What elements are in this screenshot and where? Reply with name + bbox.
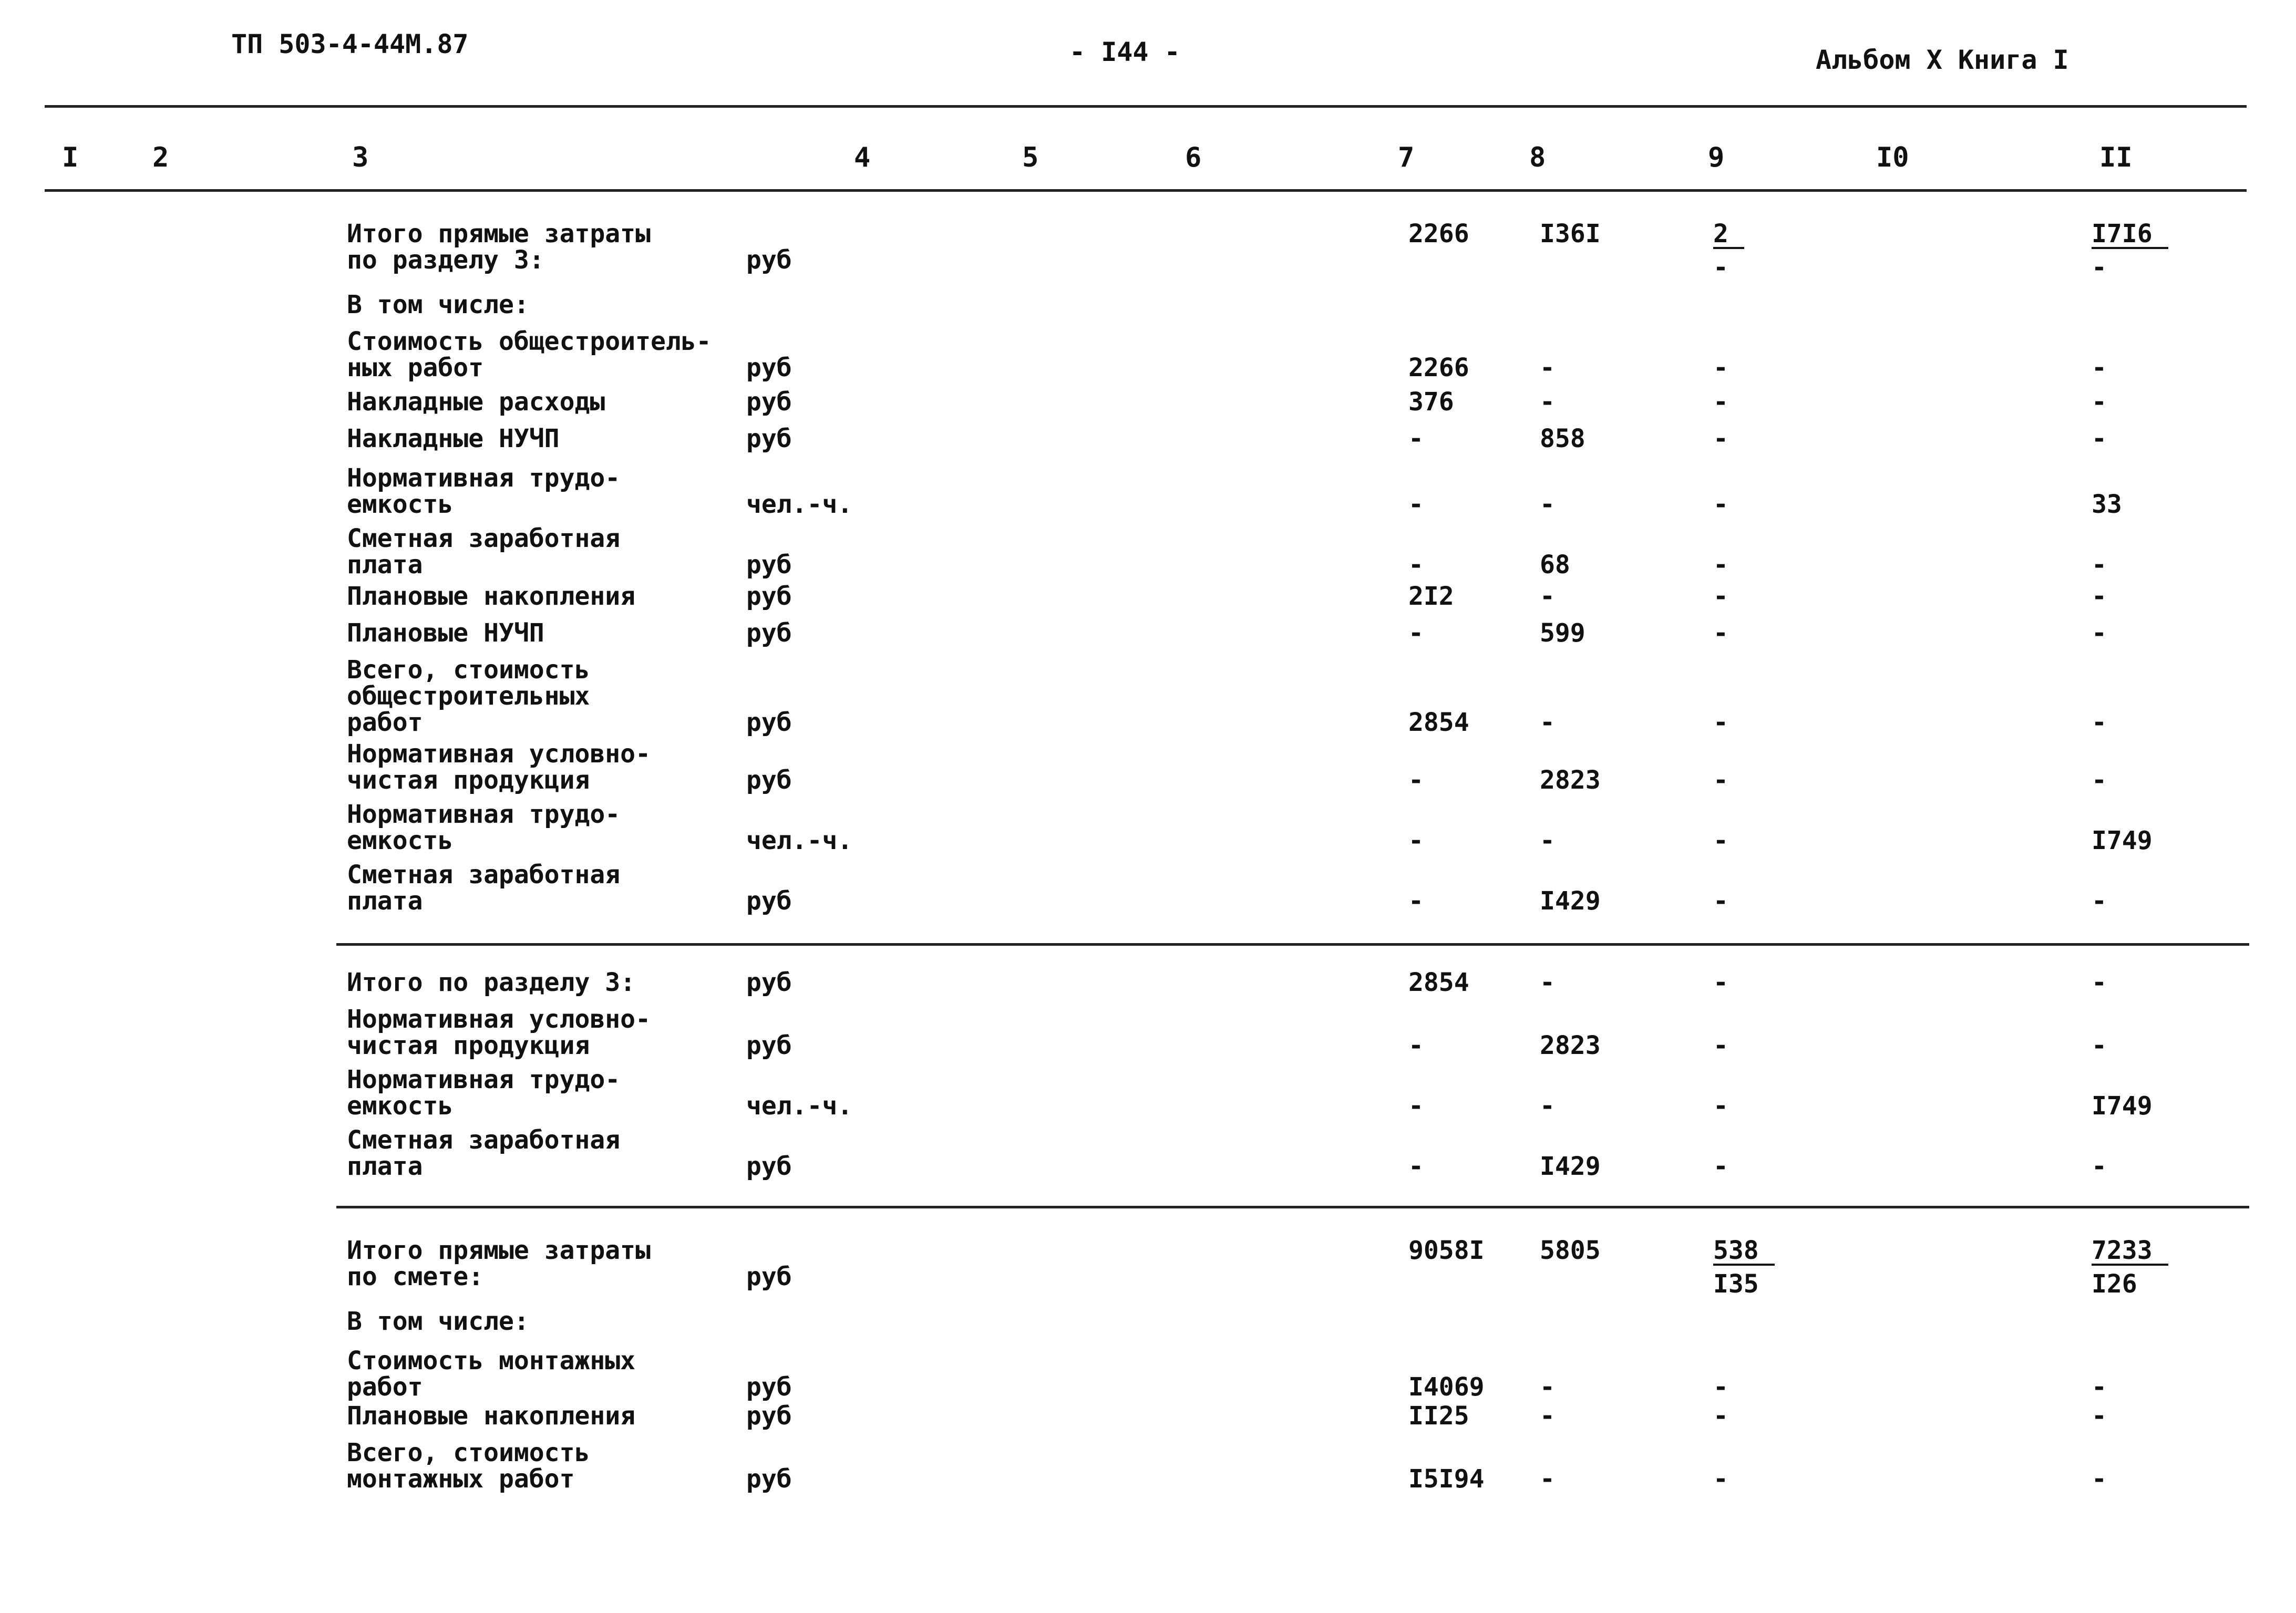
fraction-value (1713, 221, 1744, 281)
table-row (347, 657, 2249, 736)
cell-value: - (1713, 353, 1728, 382)
section-rule (336, 1206, 2249, 1208)
row-unit: руб (746, 1464, 792, 1494)
table-row (347, 465, 2249, 518)
fraction-numerator: 7233 (2092, 1237, 2168, 1266)
row-unit: руб (746, 387, 792, 417)
column-number: 4 (854, 142, 871, 173)
fraction-numerator: I7I6 (2092, 221, 2168, 249)
fraction-value (2092, 1237, 2168, 1297)
row-label (347, 862, 757, 914)
column-number: I (62, 142, 79, 173)
row-label-line: Плановые НУЧП (347, 618, 544, 648)
row-label-line: емкость (347, 1091, 454, 1121)
table-row (347, 969, 2249, 996)
row-unit: руб (746, 582, 792, 611)
row-label-line: емкость (347, 490, 454, 519)
row-label-line: Нормативная условно- (347, 1005, 651, 1034)
cell-value: I36I (1540, 219, 1601, 249)
fraction-denominator: I35 (1713, 1269, 1759, 1299)
row-label (347, 328, 757, 381)
table-row (347, 620, 2249, 646)
cell-value: - (2092, 1401, 2107, 1431)
page-number: - I44 - (1069, 37, 1180, 67)
row-unit: руб (746, 708, 792, 737)
row-unit: руб (746, 424, 792, 453)
cell-value: I749 (2092, 826, 2153, 855)
row-label (347, 1403, 757, 1429)
table-row (347, 1127, 2249, 1180)
row-label (347, 221, 757, 273)
cell-value: - (2092, 708, 2107, 737)
cell-value: - (2092, 766, 2107, 795)
cell-value: - (1713, 582, 1728, 611)
row-label-line: плата (347, 886, 423, 916)
section-rule (336, 943, 2249, 946)
cell-value: - (2092, 353, 2107, 382)
cell-value: - (1540, 582, 1555, 611)
top-rule (45, 105, 2247, 108)
row-label-line: Итого по разделу 3: (347, 968, 636, 997)
cell-value: 5805 (1540, 1236, 1601, 1265)
cell-value: - (1713, 550, 1728, 580)
cell-value: - (2092, 618, 2107, 648)
row-label (347, 1440, 757, 1492)
column-number: 9 (1708, 142, 1725, 173)
row-unit: руб (746, 353, 792, 382)
cell-value: - (1540, 708, 1555, 737)
cell-value: - (2092, 1464, 2107, 1494)
row-label (347, 525, 757, 578)
row-label-line: В том числе: (347, 1307, 529, 1336)
cell-value: - (1408, 826, 1424, 855)
fraction (1713, 221, 1744, 281)
column-number: 6 (1185, 142, 1202, 173)
fraction-denominator: - (2092, 253, 2107, 282)
table-row (347, 801, 2249, 854)
row-label-line: общестроительных (347, 681, 590, 711)
cell-value: - (1540, 353, 1555, 382)
row-unit: руб (746, 618, 792, 648)
doc-code: ТП 503-4-44М.87 (231, 29, 469, 59)
row-label-line: Сметная заработная (347, 860, 621, 890)
row-unit: чел.-ч. (746, 826, 853, 855)
cell-value: - (1408, 886, 1424, 916)
column-number: I0 (1876, 142, 1909, 173)
cell-value: - (1408, 1152, 1424, 1181)
column-number: 7 (1398, 142, 1415, 173)
cell-value: - (1713, 1031, 1728, 1060)
cell-value: I429 (1540, 1152, 1601, 1181)
cell-value: 68 (1540, 550, 1570, 580)
cell-value: - (1540, 1401, 1555, 1431)
cell-value: - (1713, 886, 1728, 916)
row-label-line: Всего, стоимость (347, 655, 590, 685)
cell-value: I4069 (1408, 1372, 1485, 1402)
cell-value: 599 (1540, 618, 1585, 648)
cell-value: - (1540, 490, 1555, 519)
row-unit: чел.-ч. (746, 490, 853, 519)
cell-value: 2823 (1540, 766, 1601, 795)
column-number: II (2099, 142, 2133, 173)
column-number: 5 (1022, 142, 1039, 173)
fraction (2092, 221, 2168, 281)
row-label (347, 969, 757, 996)
cell-value: 2823 (1540, 1031, 1601, 1060)
cell-value: - (2092, 968, 2107, 997)
cell-value: - (1713, 387, 1728, 417)
row-unit: руб (746, 1262, 792, 1291)
row-label-line: работ (347, 708, 423, 737)
cell-value: 2854 (1408, 708, 1469, 737)
column-header-rule (45, 189, 2247, 192)
table-row (347, 1308, 2249, 1335)
fraction-denominator: I26 (2092, 1269, 2137, 1299)
column-number: 3 (352, 142, 369, 173)
row-label-line: Стоимость общестроитель- (347, 327, 712, 356)
cell-value: - (1408, 1091, 1424, 1121)
row-label-line: Нормативная трудо- (347, 1065, 621, 1094)
row-label-line: Нормативная трудо- (347, 463, 621, 493)
fraction (1713, 1237, 1775, 1297)
row-label-line: Плановые накопления (347, 1401, 636, 1431)
cell-value: - (1408, 490, 1424, 519)
row-label-line: по смете: (347, 1262, 484, 1291)
cell-value: - (2092, 1031, 2107, 1060)
row-label (347, 1237, 757, 1290)
row-label-line: Накладные расходы (347, 387, 605, 417)
cell-value: 2266 (1408, 219, 1469, 249)
cell-value: 376 (1408, 387, 1454, 417)
cell-value: - (2092, 424, 2107, 453)
cell-value: - (1408, 424, 1424, 453)
row-label-line: емкость (347, 826, 454, 855)
cell-value: - (1540, 1372, 1555, 1402)
fraction-value (2092, 221, 2168, 281)
cell-value: 2854 (1408, 968, 1469, 997)
row-unit: руб (746, 1031, 792, 1060)
cell-value: - (2092, 1372, 2107, 1402)
row-label-line: чистая продукция (347, 766, 590, 795)
cell-value: - (1713, 490, 1728, 519)
row-unit: руб (746, 968, 792, 997)
fraction-denominator: - (1713, 253, 1728, 282)
row-label (347, 741, 757, 793)
row-unit: руб (746, 1152, 792, 1181)
cell-value: - (1408, 618, 1424, 648)
row-label-line: Накладные НУЧП (347, 424, 560, 453)
table-row (347, 741, 2249, 793)
cell-value: II25 (1408, 1401, 1469, 1431)
row-label (347, 1308, 757, 1335)
row-label-line: по разделу 3: (347, 245, 544, 275)
cell-value: - (1713, 1372, 1728, 1402)
row-label (347, 1067, 757, 1119)
row-label-line: Итого прямые затраты (347, 219, 651, 249)
row-label (347, 583, 757, 609)
row-label (347, 657, 757, 736)
row-label-line: Плановые накопления (347, 582, 636, 611)
row-label (347, 801, 757, 854)
cell-value: - (1408, 550, 1424, 580)
row-unit: руб (746, 245, 792, 275)
row-unit: руб (746, 766, 792, 795)
cell-value: - (1713, 618, 1728, 648)
table-row (347, 328, 2249, 381)
cell-value: - (2092, 387, 2107, 417)
row-label (347, 465, 757, 518)
cell-value: - (1540, 1464, 1555, 1494)
cell-value: - (1713, 1401, 1728, 1431)
cell-value: 33 (2092, 490, 2122, 519)
fraction (2092, 1237, 2168, 1297)
row-label (347, 1127, 757, 1180)
cell-value: - (1540, 387, 1555, 417)
row-unit: руб (746, 886, 792, 916)
cell-value: - (2092, 582, 2107, 611)
cell-value: - (1713, 424, 1728, 453)
cell-value: - (2092, 550, 2107, 580)
cell-value: I749 (2092, 1091, 2153, 1121)
row-label (347, 389, 757, 415)
table-row (347, 862, 2249, 914)
table-row (347, 1348, 2249, 1400)
cell-value: 9058I (1408, 1236, 1485, 1265)
row-unit: руб (746, 1372, 792, 1402)
cell-value: - (1713, 766, 1728, 795)
cell-value: - (1713, 1091, 1728, 1121)
table-row (347, 1440, 2249, 1492)
row-label-line: Нормативная условно- (347, 739, 651, 769)
table-row (347, 389, 2249, 415)
cell-value: 858 (1540, 424, 1585, 453)
row-label-line: плата (347, 1152, 423, 1181)
row-unit: руб (746, 550, 792, 580)
table-row (347, 525, 2249, 578)
row-label-line: Сметная заработная (347, 524, 621, 553)
table-row (347, 292, 2249, 318)
cell-value: - (1713, 1464, 1728, 1494)
table-row (347, 1006, 2249, 1059)
cell-value: I5I94 (1408, 1464, 1485, 1494)
row-label-line: Стоимость монтажных (347, 1346, 636, 1376)
cell-value: - (1713, 826, 1728, 855)
cell-value: 2I2 (1408, 582, 1454, 611)
cell-value: - (1408, 1031, 1424, 1060)
row-label (347, 620, 757, 646)
cell-value: - (2092, 1152, 2107, 1181)
cell-value: - (1540, 1091, 1555, 1121)
row-unit: руб (746, 1401, 792, 1431)
row-label-line: ных работ (347, 353, 484, 382)
cell-value: I429 (1540, 886, 1601, 916)
cell-value: - (1540, 968, 1555, 997)
table-row (347, 1403, 2249, 1429)
cell-value: 2266 (1408, 353, 1469, 382)
row-label-line: В том числе: (347, 290, 529, 319)
table-row (347, 426, 2249, 452)
table-row (347, 583, 2249, 609)
row-label (347, 1348, 757, 1400)
row-label (347, 1006, 757, 1059)
table-row (347, 1067, 2249, 1119)
cell-value: - (1713, 1152, 1728, 1181)
row-label-line: плата (347, 550, 423, 580)
row-label-line: монтажных работ (347, 1464, 575, 1494)
row-label-line: работ (347, 1372, 423, 1402)
row-label-line: Всего, стоимость (347, 1438, 590, 1467)
cell-value: - (1713, 708, 1728, 737)
table-row (347, 1236, 2249, 1299)
column-number: 2 (152, 142, 169, 173)
fraction-numerator: 538 (1713, 1237, 1775, 1266)
cell-value: - (1713, 968, 1728, 997)
row-label (347, 426, 757, 452)
album-label: Альбом X Книга I (1816, 45, 2069, 75)
fraction-numerator: 2 (1713, 221, 1744, 249)
column-number: 8 (1529, 142, 1546, 173)
row-label-line: чистая продукция (347, 1031, 590, 1060)
table-row (347, 219, 2249, 282)
row-label-line: Сметная заработная (347, 1125, 621, 1155)
row-label-line: Итого прямые затраты (347, 1236, 651, 1265)
cell-value: - (2092, 886, 2107, 916)
row-unit: чел.-ч. (746, 1091, 853, 1121)
cell-value: - (1540, 826, 1555, 855)
fraction-value (1713, 1237, 1775, 1297)
row-label-line: Нормативная трудо- (347, 800, 621, 829)
row-label (347, 292, 757, 318)
cell-value: - (1408, 766, 1424, 795)
